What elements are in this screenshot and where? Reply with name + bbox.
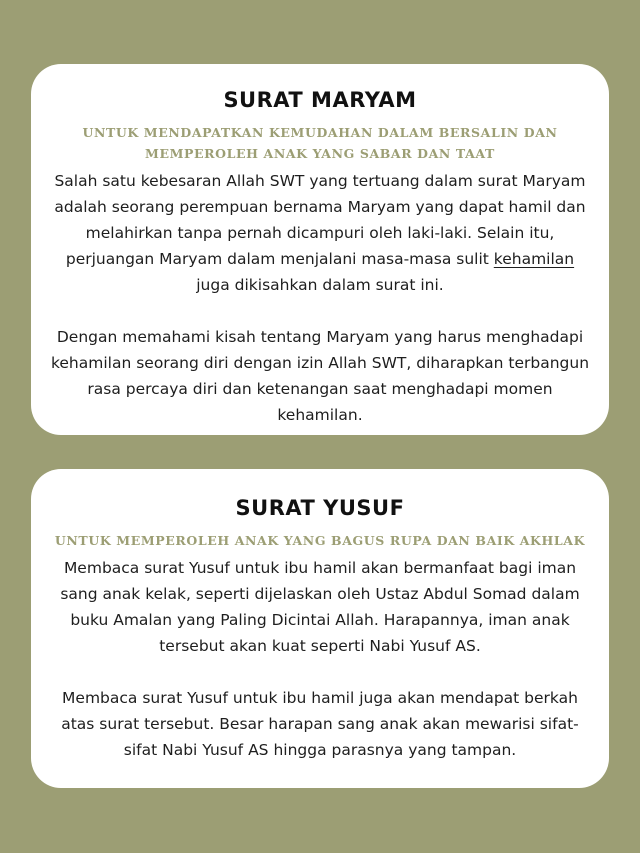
paragraph-text: Salah satu kebesaran Allah SWT yang tertuang dalam surat Maryam adalah seorang perempuan bernama Maryam yang dapat hamil dan melahirkan tanpa pernah dicampuri oleh laki-laki. Selain itu, perjuangan Maryam dalam menjalani masa-masa sulit [54,172,586,268]
kehamilan-link[interactable]: kehamilan [493,250,575,268]
card-paragraph: Dengan memahami kisah tentang Maryam yang harus menghadapi kehamilan seorang diri dengan izin Allah SWT, diharapkan terbangun rasa percaya diri dan ketenangan saat menghadapi momen kehamilan. [50,328,590,424]
card-paragraph [49,168,591,298]
card-surat-yusuf [31,469,609,788]
card-paragraph: Membaca surat Yusuf untuk ibu hamil juga akan mendapat berkah atas surat tersebut. Besar harapan sang anak akan mewarisi sifat-sifat Nabi Yusuf AS hingga parasnya yang tampan. [61,689,579,759]
card-subtitle: UNTUK MEMPEROLEH ANAK YANG BAGUS RUPA DAN BAIK AKHLAK [54,533,586,548]
paragraph-text: juga dikisahkan dalam surat ini. [196,276,444,294]
card-title: SURAT MARYAM [223,88,417,112]
card-paragraph: Membaca surat Yusuf untuk ibu hamil akan bermanfaat bagi iman sang anak kelak, seperti dijelaskan oleh Ustaz Abdul Somad dalam buku Amalan yang Paling Dicintai Allah. Harapannya, iman anak tersebut akan kuat seperti Nabi Yusuf AS. [60,559,580,655]
card-subtitle: UNTUK MENDAPATKAN KEMUDAHAN DALAM BERSALIN DAN MEMPEROLEH ANAK YANG SABAR DAN TAAT [82,125,558,161]
card-surat-maryam [31,64,609,435]
card-title: SURAT YUSUF [235,496,405,520]
